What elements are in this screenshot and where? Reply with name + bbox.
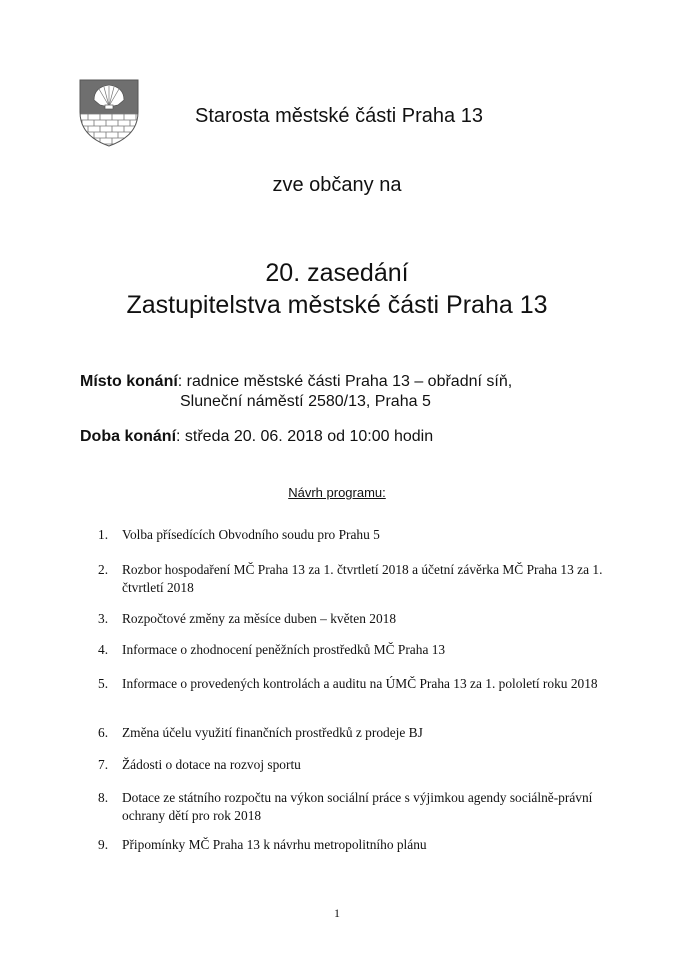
agenda-item-text: Dotace ze státního rozpočtu na výkon sociální práce s výjimkou agendy sociálně-právní ochrany dětí pro rok 2018 bbox=[122, 790, 593, 823]
time-label: Doba konání bbox=[80, 428, 177, 445]
agenda-item-text: Rozpočtové změny za měsíce duben – květen 2018 bbox=[122, 611, 397, 626]
program-heading: Návrh programu: bbox=[288, 485, 386, 500]
agenda-item-number: 8. bbox=[98, 790, 109, 805]
agenda-item-text: Žádosti o dotace na rozvoj sportu bbox=[122, 757, 301, 772]
mayor-line: Starosta městské části Praha 13 bbox=[195, 105, 483, 127]
invite-line: zve občany na bbox=[272, 174, 402, 196]
agenda-item bbox=[98, 724, 618, 742]
agenda-item bbox=[98, 756, 618, 774]
agenda-item bbox=[98, 526, 618, 544]
agenda-item-number: 5. bbox=[98, 676, 109, 691]
agenda-item-text: Připomínky MČ Praha 13 k návrhu metropolitního plánu bbox=[122, 837, 427, 852]
agenda-item bbox=[98, 789, 618, 825]
meeting-time bbox=[80, 427, 433, 447]
agenda-item-number: 6. bbox=[98, 725, 109, 740]
agenda-item bbox=[98, 641, 618, 659]
place-label: Místo konání bbox=[80, 373, 178, 390]
agenda-item-number: 4. bbox=[98, 642, 109, 657]
agenda-item-text: Volba přísedících Obvodního soudu pro Prahu 5 bbox=[122, 527, 380, 542]
agenda-item-text: Změna účelu využití finančních prostředků z prodeje BJ bbox=[122, 725, 423, 740]
agenda-item-number: 2. bbox=[98, 562, 109, 577]
agenda-item-text: Rozbor hospodaření MČ Praha 13 za 1. čtvrtletí 2018 a účetní závěrka MČ Praha 13 za 1. čtvrtletí 2018 bbox=[122, 562, 603, 595]
agenda-item-number: 1. bbox=[98, 527, 109, 542]
agenda-item-number: 3. bbox=[98, 611, 109, 626]
agenda-item-number: 7. bbox=[98, 757, 109, 772]
meeting-place bbox=[80, 372, 512, 392]
agenda-item-text: Informace o provedených kontrolách a auditu na ÚMČ Praha 13 za 1. pololetí roku 2018 bbox=[122, 676, 598, 691]
agenda-item bbox=[98, 610, 618, 628]
agenda-item bbox=[98, 561, 618, 597]
meeting-place-address: Sluneční náměstí 2580/13, Praha 5 bbox=[180, 393, 431, 410]
place-value: : radnice městské části Praha 13 – obřadní síň, bbox=[177, 373, 513, 390]
page-number: 1 bbox=[334, 906, 340, 920]
agenda-item-number: 9. bbox=[98, 837, 109, 852]
agenda-item bbox=[98, 836, 618, 854]
agenda-item-text: Informace o zhodnocení peněžních prostředků MČ Praha 13 bbox=[122, 642, 446, 657]
agenda-item bbox=[98, 675, 618, 693]
time-value: : středa 20. 06. 2018 od 10:00 hodin bbox=[176, 428, 434, 445]
session-title bbox=[0, 257, 674, 321]
session-title-line1: 20. zasedání bbox=[265, 259, 409, 287]
session-title-line2: Zastupitelstva městské části Praha 13 bbox=[126, 291, 548, 319]
